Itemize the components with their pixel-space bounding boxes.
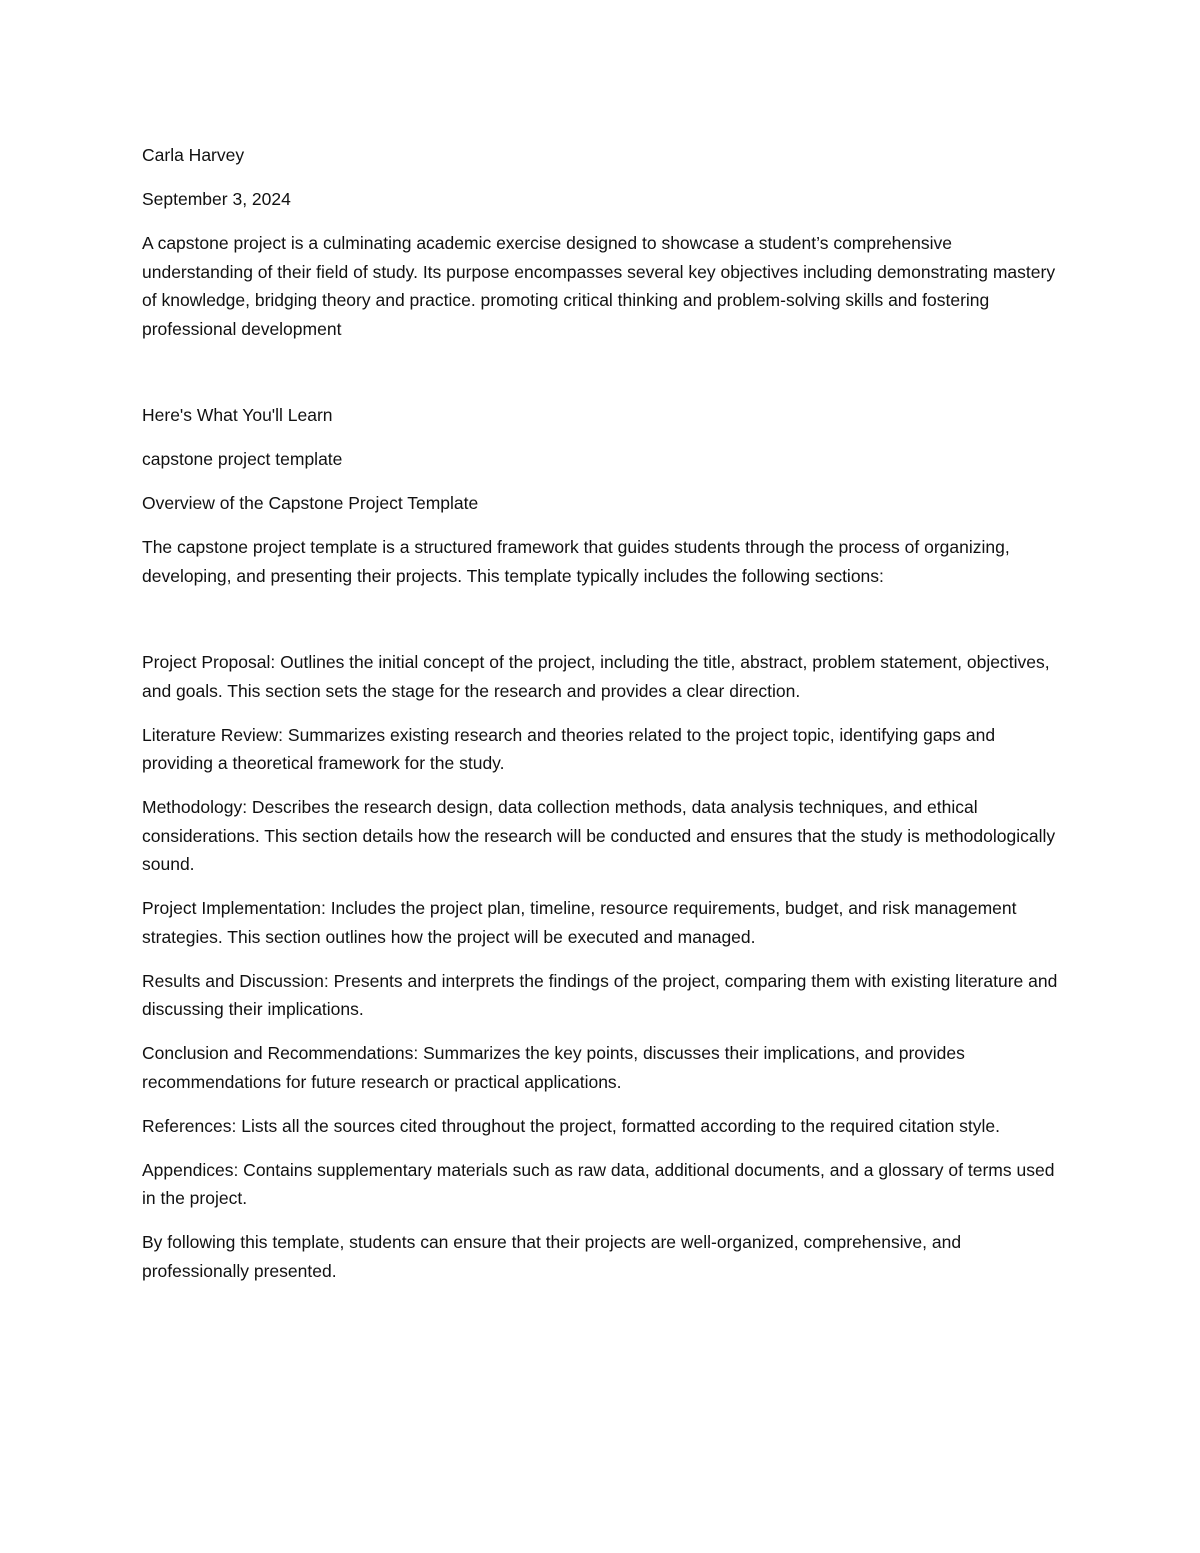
author-name: Carla Harvey [142, 145, 245, 165]
section-project-proposal: Project Proposal: Outlines the initial concept of the project, including the title, abstract, problem statement, objectives, and goals. This section sets the stage for the research and provides a clear direction. [142, 652, 1050, 701]
overview-heading: Overview of the Capstone Project Template [142, 493, 479, 513]
learn-heading: Here's What You'll Learn [142, 405, 333, 425]
template-label: capstone project template [142, 449, 343, 469]
section-conclusion-recommendations: Conclusion and Recommendations: Summarizes the key points, discusses their implications, and provides recommendations for future research or practical applications. [142, 1043, 965, 1092]
section-appendices: Appendices: Contains supplementary materials such as raw data, additional documents, and a glossary of terms used in the project. [142, 1159, 1055, 1208]
closing-paragraph: By following this template, students can ensure that their projects are well-organized, comprehensive, and professionally presented. [142, 1232, 962, 1281]
section-references: References: Lists all the sources cited throughout the project, formatted according to the required citation style. [142, 1115, 1000, 1136]
document-date: September 3, 2024 [142, 189, 291, 209]
intro-paragraph: A capstone project is a culminating academic exercise designed to showcase a student’s comprehensive understanding of their field of study. Its purpose encompasses several key objectives including demonstrating mastery of knowledge, bridging theory and practice. promoting critical thinking and problem-solving skills and fostering professional development [142, 233, 1056, 339]
section-literature-review: Literature Review: Summarizes existing research and theories related to the project topic, identifying gaps and providing a theoretical framework for the study. [142, 724, 996, 773]
section-results-discussion: Results and Discussion: Presents and interprets the findings of the project, comparing them with existing literature and discussing their implications. [142, 970, 1058, 1019]
document-body [142, 141, 1067, 1301]
section-project-implementation: Project Implementation: Includes the project plan, timeline, resource requirements, budget, and risk management strategies. This section outlines how the project will be executed and managed. [142, 898, 1017, 947]
section-methodology: Methodology: Describes the research design, data collection methods, data analysis techniques, and ethical considerations. This section details how the research will be conducted and ensures that the study is methodologically sound. [142, 797, 1056, 874]
overview-paragraph: The capstone project template is a structured framework that guides students through the process of organizing, developing, and presenting their projects. This template typically includes the following sections: [142, 537, 1010, 586]
